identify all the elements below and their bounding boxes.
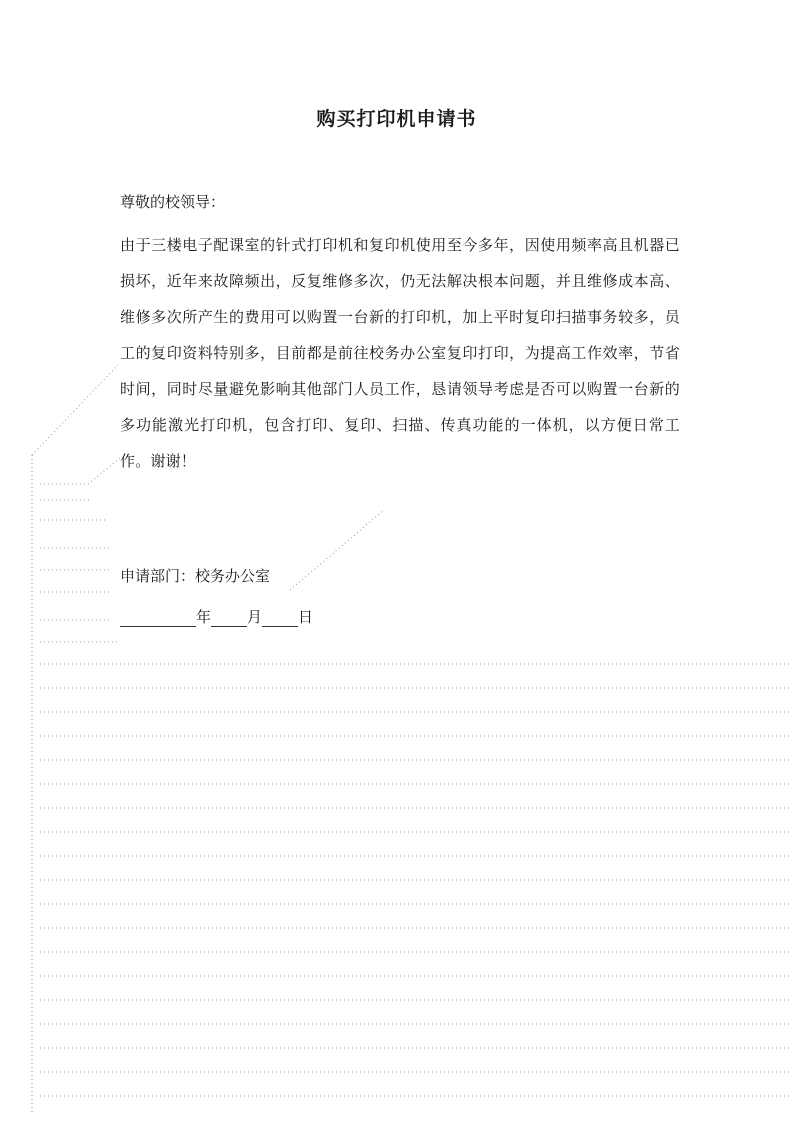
date-line [120, 606, 313, 627]
year-label: 年 [196, 608, 212, 626]
body-paragraph: 由于三楼电子配课室的针式打印机和复印机使用至今多年，因使用频率高且机器已损坏，近年来故障频出，反复维修多次，仍无法解决根本问题，并且维修成本高、维修多次所产生的费用可以购置一台新的打印机，加上平时复印扫描事务较多，员工的复印资料特别多，目前都是前往校务办公室复印打印，为提高工作效率，节省时间，同时尽量避免影响其他部门人员工作，恳请领导考虑是否可以购置一台新的多功能激光打印机，包含打印、复印、扫描、传真功能的一体机，以方便日常工作。谢谢！ [120, 236, 680, 470]
department-line: 申请部门：校务办公室 [120, 567, 271, 585]
dotted-rule [290, 510, 384, 590]
month-blank [211, 610, 247, 627]
year-blank [120, 610, 196, 627]
document-title: 购买打印机申请书 [316, 108, 477, 130]
salutation: 尊敬的校领导： [120, 193, 226, 211]
month-label: 月 [247, 608, 263, 626]
dotted-rule [32, 365, 118, 455]
day-blank [262, 610, 298, 627]
day-label: 日 [298, 608, 314, 626]
dotted-rule [88, 458, 120, 484]
